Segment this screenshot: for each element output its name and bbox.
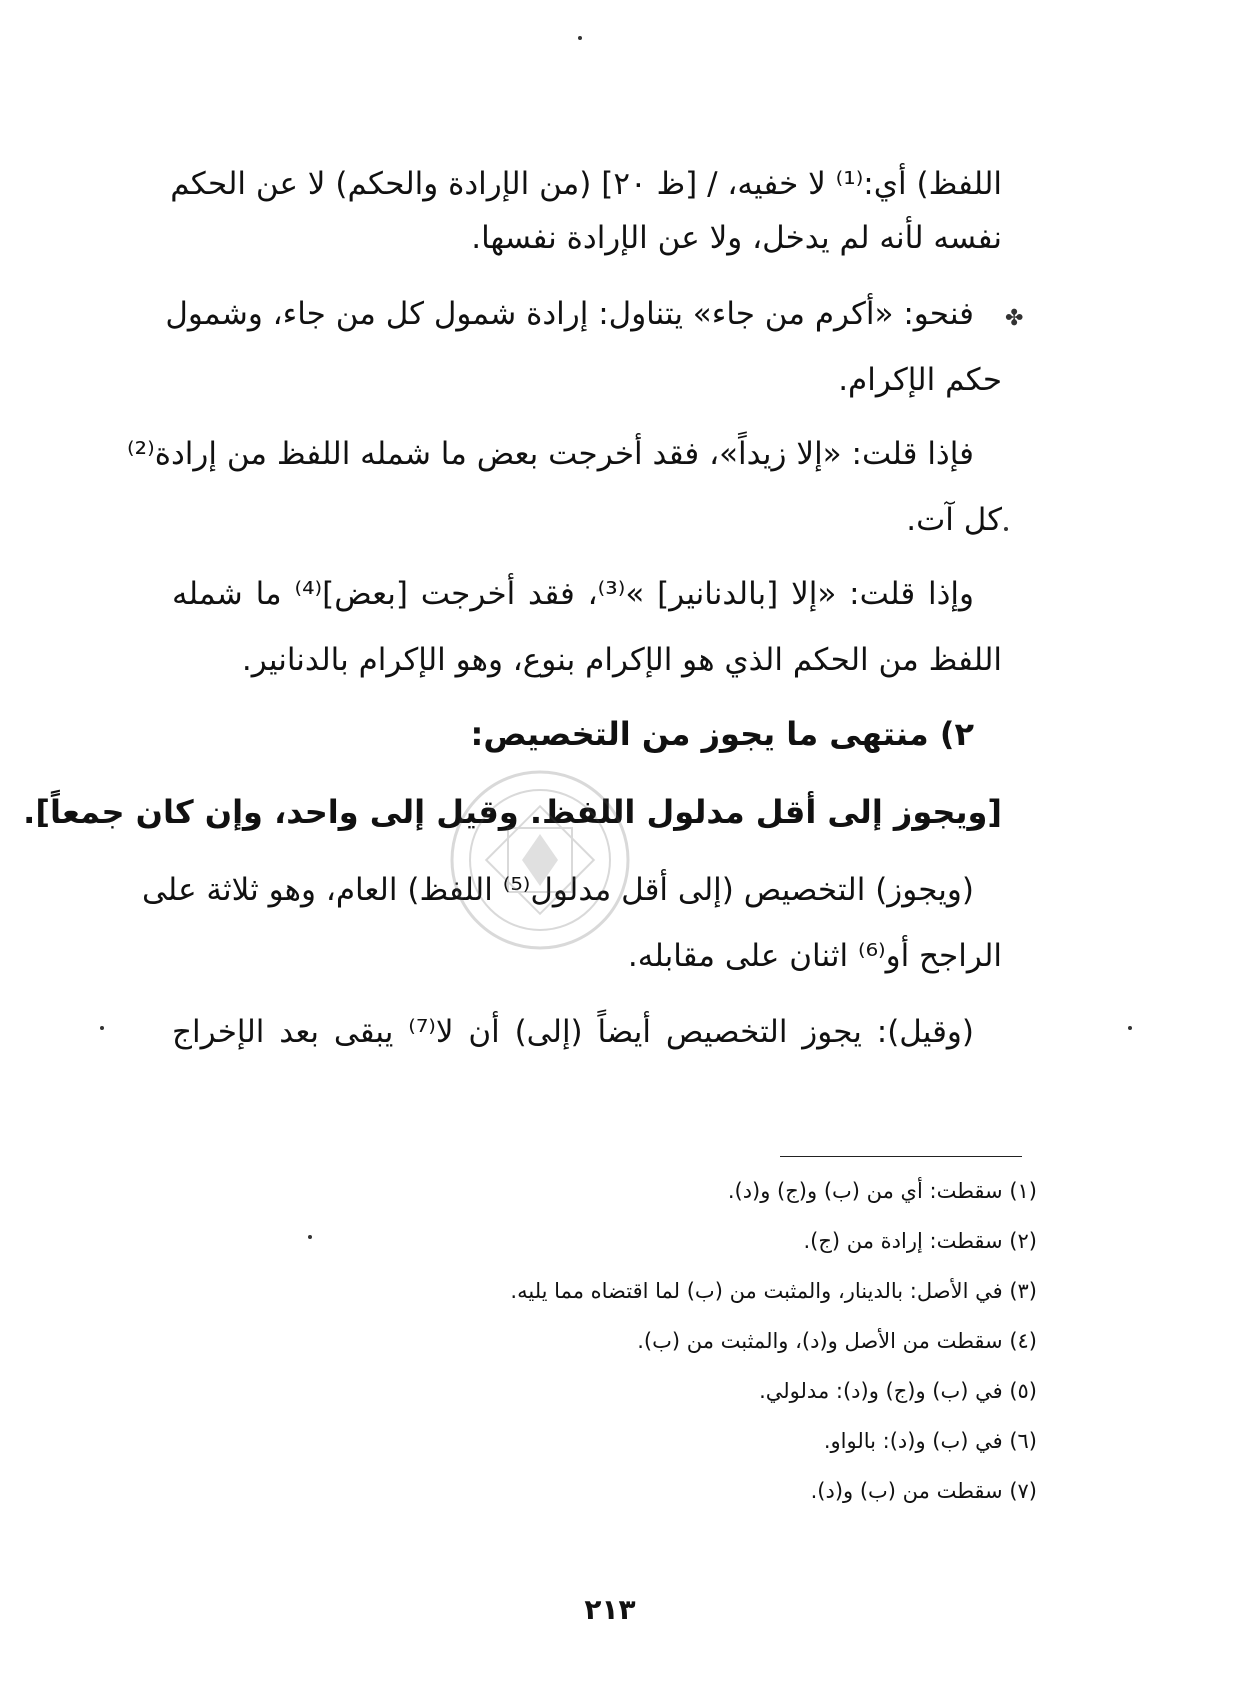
text-line: (ويجوز) التخصيص (إلى أقل مدلول⁽⁵⁾ اللفظ) العام، وهو ثلاثة على <box>141 872 974 908</box>
text-line: وإذا قلت: «إلا [بالدنانير] »⁽³⁾، فقد أخرجت [بعض]⁽⁴⁾ ما شمله <box>172 576 974 612</box>
footnote: (٦) في (ب) و(د): بالواو. <box>823 1429 1037 1453</box>
footnote: (١) سقطت: أي من (ب) و(ج) و(د). <box>727 1179 1037 1203</box>
text-line: اللفظ) أي:⁽¹⁾ لا خفيه، / [ظ ٢٠] (من الإرادة والحكم) لا عن الحكم <box>170 166 1002 202</box>
scan-speck <box>100 1026 104 1030</box>
footnote-divider <box>780 1156 1022 1157</box>
margin-mark-icon: ✤ <box>1005 306 1024 331</box>
text-line: الراجح أو⁽⁶⁾ اثنان على مقابله. <box>627 938 1002 974</box>
text-line: (وقيل): يجوز التخصيص أيضاً (إلى) أن لا⁽⁷⁾ يبقى بعد الإخراج <box>172 1014 975 1050</box>
text-line: حكم الإكرام. <box>838 362 1002 398</box>
scan-speck <box>308 1235 312 1239</box>
footnote: (٣) في الأصل: بالدينار، والمثبت من (ب) لما اقتضاه مما يليه. <box>510 1279 1037 1303</box>
footnote: (٥) في (ب) و(ج) و(د): مدلولي. <box>759 1379 1037 1403</box>
scan-speck <box>1128 1026 1132 1030</box>
text-line: فإذا قلت: «إلا زيداً»، فقد أخرجت بعض ما شمله اللفظ من إرادة⁽²⁾ <box>127 436 974 472</box>
scan-speck <box>578 36 582 40</box>
footnote: (٧) سقطت من (ب) و(د). <box>810 1479 1037 1503</box>
text-line: كل آت. <box>906 502 1002 538</box>
footnote: (٤) سقطت من الأصل و(د)، والمثبت من (ب). <box>637 1329 1037 1353</box>
section-heading: ٢) منتهى ما يجوز من التخصيص: <box>470 715 974 753</box>
matn-text: [ويجوز إلى أقل مدلول اللفظ. وقيل إلى واحد، وإن كان جمعاً]. <box>23 793 1002 831</box>
text-line: نفسه لأنه لم يدخل، ولا عن الإرادة نفسها. <box>471 220 1002 256</box>
footnote: (٢) سقطت: إرادة من (ج). <box>803 1229 1037 1253</box>
page-number: ٢١٣ <box>584 1593 636 1626</box>
scan-speck <box>1004 527 1008 531</box>
text-line: اللفظ من الحكم الذي هو الإكرام بنوع، وهو الإكرام بالدنانير. <box>241 642 1002 678</box>
text-line: فنحو: «أكرم من جاء» يتناول: إرادة شمول كل من جاء، وشمول <box>165 296 974 332</box>
